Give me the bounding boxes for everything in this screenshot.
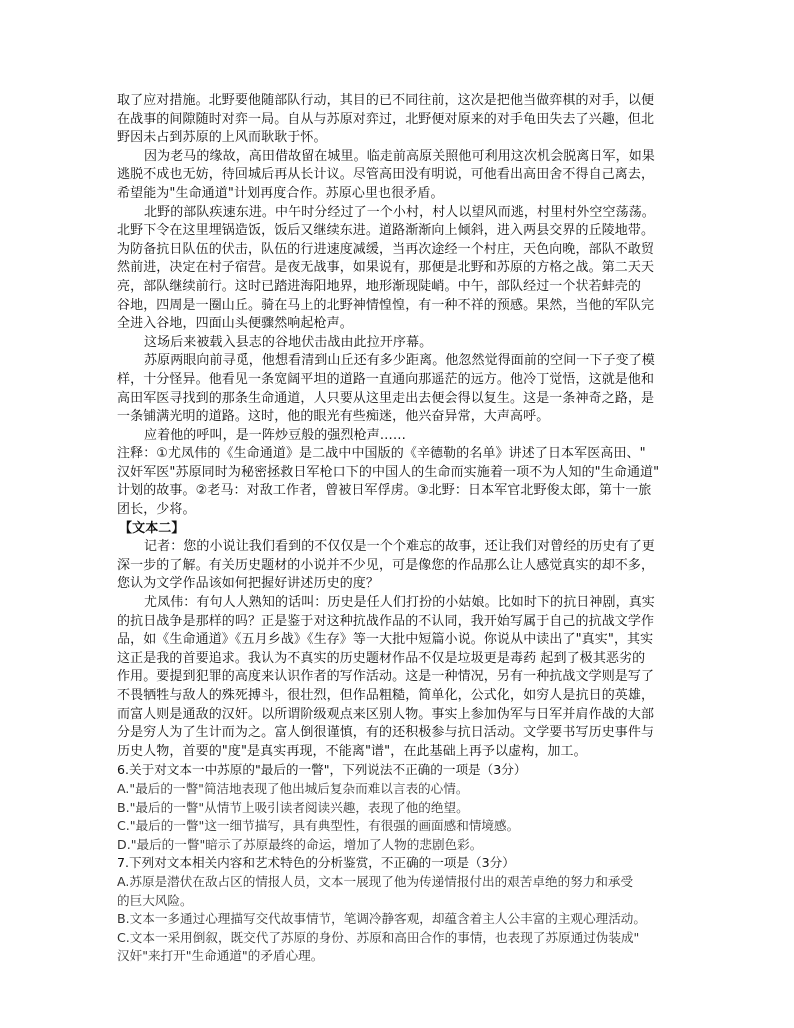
question-stem: 7.下列对文本相关内容和艺术特色的分析鉴赏，不正确的一项是（3分） <box>117 855 515 871</box>
question-option: C."最后的一瞥"这一细节描写，具有典型性，有很强的画面感和情境感。 <box>117 818 520 834</box>
text-two-body <box>117 538 685 761</box>
text-line: 您认为文学作品该如何把握好讲述历史的度？ <box>117 576 380 592</box>
text-one-body <box>117 92 685 445</box>
text-line: 这正是我的首要追求。我认为不真实的历史题材作品不仅是垃圾更是毒药 起到了极其恶劣的 <box>117 650 646 666</box>
page-content <box>117 92 685 966</box>
question-option: 汉奸"来打开"生命通道"的矛盾心理。 <box>117 948 324 964</box>
text-line: 应着他的呼叫，是一阵炒豆般的强烈枪声…… <box>144 427 407 443</box>
text-line: 谷地，四周是一圈山丘。骑在马上的北野神情惶惶，有一种不祥的预感。果然，当他的军队完 <box>117 297 655 313</box>
text-line: 苏原两眼向前寻觅，他想看清到山丘还有多少距离。他忽然觉得面前的空间一下子变了模 <box>144 353 655 369</box>
text-line: 因为老马的缘故，高田借故留在城里。临走前高原关照他可利用这次机会脱离日军，如果 <box>144 148 655 164</box>
text-two-heading: 【文本二】 <box>119 520 185 536</box>
text-line: 一条铺满光明的道路。这时，他的眼光有些痴迷，他兴奋异常，大声高呼。 <box>117 409 550 425</box>
question-6 <box>117 761 685 854</box>
text-line: 深一步的了解。有关历史题材的小说并不少见，可是像您的作品那么让人感觉真实的却不多， <box>117 557 655 573</box>
text-line: 然前进，决定在村子宿营。是夜无战事，如果说有，那便是北野和苏原的方格之战。第二天天 <box>117 260 655 276</box>
text-line: 尤凤伟：有句人人熟知的话叫：历史是任人们打扮的小姑娘。比如时下的抗日神剧，真实 <box>144 595 655 611</box>
text-line: 历史人物，首要的"度"是真实再现，不能离"谱"，在此基础上再予以虚构，加工。 <box>117 743 587 759</box>
question-stem: 6.关于对文本一中苏原的"最后的一瞥"，下列说法不正确的一项是（3分） <box>117 762 527 778</box>
question-option: A."最后的一瞥"简洁地表现了他出城后复杂而难以言表的心情。 <box>117 780 469 796</box>
question-option: A.苏原是潜伏在敌占区的情报人员，文本一展现了他为传递情报付出的艰苦卓绝的努力和承受 <box>117 873 634 889</box>
question-option: C.文本一采用倒叙，既交代了苏原的身份、苏原和高田合作的事情，也表现了苏原通过伪装成" <box>117 929 640 945</box>
questions-section <box>117 761 685 966</box>
text-line: 作用。要提到犯罪的高度来认识作者的写作活动。这是一种情况，另有一种抗战文学则是写了 <box>117 669 655 685</box>
note-line: 汉奸军医"苏原同时为秘密拯救日军枪口下的中国人的生命而实施着一项不为人知的"生命通道" <box>117 464 660 480</box>
question-option: B.文本一多通过心理描写交代故事情节，笔调冷静客观，却蕴含着主人公丰富的主观心理活动。 <box>117 911 646 927</box>
question-option: B."最后的一瞥"从情节上吸引读者阅读兴趣，表现了他的绝望。 <box>117 799 469 815</box>
note-line: 团长，少将。 <box>117 502 196 518</box>
text-line: 为防备抗日队伍的伏击，队伍的行进速度减缓，当再次途经一个村庄，天色向晚，部队不敢贸 <box>117 241 655 257</box>
text-line: 取了应对措施。北野要他随部队行动，其目的已不同往前，这次是把他当做弈棋的对手，以便 <box>117 93 655 108</box>
text-line: 野因未占到苏原的上风而耿耿于怀。 <box>117 130 327 146</box>
note-line: 注释：①尤凤伟的《生命通道》是二战中中国版的《辛德勒的名单》讲述了日本军医高田、" <box>117 446 646 462</box>
question-option: D."最后的一瞥"暗示了苏原最终的命运，增加了人物的悲剧色彩。 <box>117 836 483 852</box>
text-line: 亮，部队继续前行。这时已踏进海阳地界，地形渐现陡峭。中午，部队经过一个状若蚌壳的 <box>117 278 642 294</box>
note-line: 计划的故事。②老马：对敌工作者，曾被日军俘虏。③北野：日本军官北野俊太郎，第十一旅 <box>117 483 652 499</box>
text-line: 在战事的间隙随时对弈一局。自从与苏原对弈过，北野便对原来的对手龟田失去了兴趣，但北 <box>117 111 655 127</box>
text-one-notes <box>117 445 685 519</box>
text-line: 这场后来被载入县志的谷地伏击战由此拉开序幕。 <box>144 334 433 350</box>
text-line: 北野下令在这里埋锅造饭，饭后又继续东进。道路渐渐向上倾斜，进入两县交界的丘陵地带。 <box>117 223 655 239</box>
text-line: 逃脱不成也无妨，待回城后再从长计议。尽管高田没有明说，可他看出高田舍不得自己离去， <box>117 167 655 183</box>
text-line: 而富人则是通敌的汉奸。以所谓阶级观点来区别人物。事实上参加伪军与日军并肩作战的大部 <box>117 706 655 722</box>
text-line: 高田军医寻找到的那条生命通道，人只要从这里走出去便会得以复生。这是一条神奇之路，是 <box>117 390 655 406</box>
text-line: 全进入谷地，四面山头便骤然响起枪声。 <box>117 316 353 332</box>
text-line: 记者：您的小说让我们看到的不仅仅是一个个难忘的故事，还让我们对曾经的历史有了更 <box>144 539 655 555</box>
text-line: 品，如《生命通道》《五月乡战》《生存》等一大批中短篇小说。你说从中读出了"真实"，其实 <box>117 632 654 648</box>
text-line: 样，十分怪异。他看见一条宽阔平坦的道路一直通向那遥茫的远方。他冷丁觉悟，这就是他和 <box>117 371 655 387</box>
question-7 <box>117 854 685 966</box>
question-option: 的巨大风险。 <box>117 892 193 908</box>
text-line: 希望能为"生命通道"计划再度合作。苏原心里也很矛盾。 <box>117 185 444 201</box>
text-line: 分是穷人为了生计而为之。富人倒很谨慎，有的还积极参与抗日活动。文学要书写历史事件与 <box>117 725 655 741</box>
text-line: 北野的部队疾速东进。中午时分经过了一个小村，村人以望风而逃，村里村外空空荡荡。 <box>144 204 655 220</box>
text-line: 不畏牺牲与敌人的殊死搏斗，很壮烈，但作品粗糙，简单化，公式化，如穷人是抗日的英雄， <box>117 688 655 703</box>
text-line: 的抗日战争是那样的吗？正是鉴于对这种抗战作品的不认同，我开始写属于自己的抗战文学作 <box>117 613 655 629</box>
